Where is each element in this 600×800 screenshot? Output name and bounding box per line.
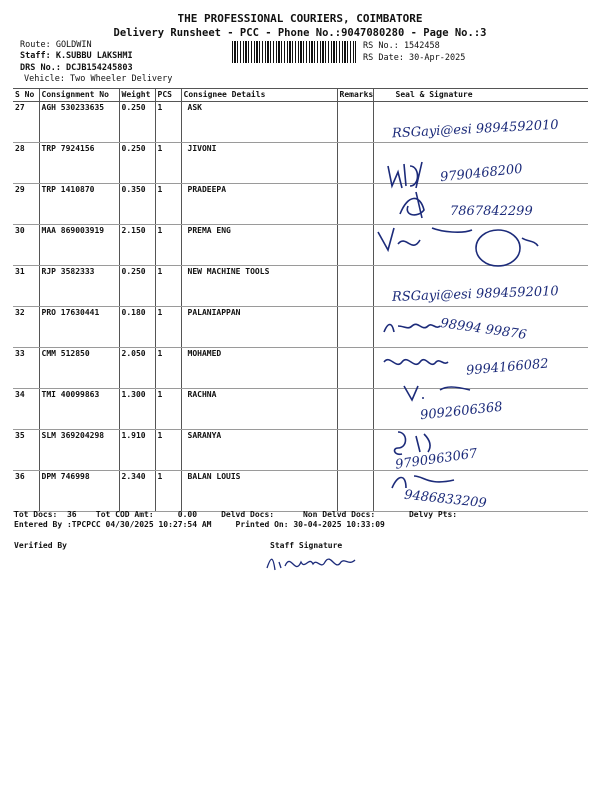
sno-cell: 27 (13, 102, 39, 143)
signature-scribble (400, 382, 480, 402)
pcs-cell: 1 (155, 430, 181, 471)
staff-signature-label: Staff Signature (270, 541, 343, 550)
staff-label: Staff: K.SUBBU LAKSHMI (20, 51, 133, 61)
consignment-cell: SLM 369204298 (39, 430, 119, 471)
consignment-cell: PRO 17630441 (39, 307, 119, 348)
weight-cell: 2.150 (119, 225, 155, 266)
pcs-cell: 1 (155, 348, 181, 389)
pcs-cell: 1 (155, 389, 181, 430)
pcs-cell: 1 (155, 102, 181, 143)
pcs-cell: 1 (155, 307, 181, 348)
sno-cell: 36 (13, 471, 39, 512)
table-header (13, 89, 588, 102)
remarks-cell (337, 307, 373, 348)
weight-cell: 0.350 (119, 184, 155, 225)
route-label: Route: GOLDWIN (20, 40, 92, 50)
weight-cell: 1.300 (119, 389, 155, 430)
entered-line: Entered By :TPCPCC 04/30/2025 10:27:54 AM Printed On: 30-04-2025 10:33:09 (14, 520, 385, 529)
consignment-cell: TRP 1410870 (39, 184, 119, 225)
col-remarks: Remarks (337, 89, 373, 102)
signature-scribble (386, 468, 466, 494)
sno-cell: 30 (13, 225, 39, 266)
handwritten-note: RSGayi@esi 9894592010 (391, 117, 559, 142)
weight-cell: 1.910 (119, 430, 155, 471)
consignment-cell: DPM 746998 (39, 471, 119, 512)
col-sno: S No (13, 89, 39, 102)
remarks-cell (337, 471, 373, 512)
pcs-cell: 1 (155, 184, 181, 225)
weight-cell: 0.250 (119, 266, 155, 307)
pcs-cell: 1 (155, 266, 181, 307)
signature-scribble (392, 428, 452, 456)
remarks-cell (337, 102, 373, 143)
consignment-cell: MAA 869003919 (39, 225, 119, 266)
runsheet-subtitle: Delivery Runsheet - PCC - Phone No.:9047080280 - Page No.:3 (113, 27, 487, 39)
consignee-cell: BALAN LOUIS (181, 471, 337, 512)
staff-signature-image (263, 548, 373, 576)
handwritten-note: RSGayi@esi 9894592010 (391, 284, 559, 305)
consignee-cell: RACHNA (181, 389, 337, 430)
sno-cell: 33 (13, 348, 39, 389)
col-consignee: Consignee Details (181, 89, 337, 102)
consignment-cell: AGH 530233635 (39, 102, 119, 143)
weight-cell: 0.250 (119, 143, 155, 184)
signature-scribble (382, 318, 442, 338)
weight-cell: 2.050 (119, 348, 155, 389)
col-weight: Weight (119, 89, 155, 102)
company-title: THE PROFESSIONAL COURIERS, COIMBATORE (177, 12, 423, 25)
table-row (13, 471, 588, 512)
consignee-cell: ASK (181, 102, 337, 143)
handwritten-note: 9790963067 (394, 446, 479, 473)
col-consignment: Consignment No (39, 89, 119, 102)
sno-cell: 28 (13, 143, 39, 184)
consignment-cell: CMM 512850 (39, 348, 119, 389)
remarks-cell (337, 143, 373, 184)
weight-cell: 0.180 (119, 307, 155, 348)
table-row (13, 430, 588, 471)
pcs-cell: 1 (155, 143, 181, 184)
remarks-cell (337, 184, 373, 225)
remarks-cell (337, 389, 373, 430)
col-pcs: PCS (155, 89, 181, 102)
consignee-cell: SARANYA (181, 430, 337, 471)
consignment-cell: TRP 7924156 (39, 143, 119, 184)
sno-cell: 32 (13, 307, 39, 348)
pcs-cell: 1 (155, 225, 181, 266)
remarks-cell (337, 266, 373, 307)
handwritten-note: 9486833209 (403, 487, 488, 512)
rs-date: RS Date: 30-Apr-2025 (363, 53, 466, 63)
weight-cell: 0.250 (119, 102, 155, 143)
consignment-cell: TMI 40099863 (39, 389, 119, 430)
pcs-cell: 1 (155, 471, 181, 512)
handwritten-note: 9092606368 (419, 399, 504, 424)
signature-scribble (466, 228, 546, 268)
remarks-cell (337, 225, 373, 266)
rs-number: RS No.: 1542458 (363, 41, 440, 51)
totals-line: Tot Docs: 36 Tot COD Amt: 0.00 Delvd Docs: Non Delvd Docs: Delvy Pts: (14, 510, 458, 519)
handwritten-note: 9790468200 (439, 161, 524, 186)
weight-cell: 2.340 (119, 471, 155, 512)
drs-label: DRS No.: DCJB154245803 (20, 63, 133, 73)
vehicle-label: Vehicle: Two Wheeler Delivery (24, 74, 173, 84)
remarks-cell (337, 430, 373, 471)
sno-cell: 35 (13, 430, 39, 471)
consignee-cell: PRADEEPA (181, 184, 337, 225)
handwritten-note: 98994 99876 (439, 316, 528, 343)
consignee-cell: JIVONI (181, 143, 337, 184)
remarks-cell (337, 348, 373, 389)
handwritten-note: 7867842299 (450, 204, 533, 219)
consignee-cell: PALANIAPPAN (181, 307, 337, 348)
verified-by: Verified By (14, 541, 67, 550)
sno-cell: 29 (13, 184, 39, 225)
handwritten-note: 9994166082 (465, 356, 550, 379)
consignee-cell: NEW MACHINE TOOLS (181, 266, 337, 307)
signature-scribble (382, 350, 462, 374)
consignment-cell: RJP 3582333 (39, 266, 119, 307)
sno-cell: 31 (13, 266, 39, 307)
barcode (232, 41, 356, 63)
signature-scribble (396, 190, 436, 220)
consignee-cell: PREMA ENG (181, 225, 337, 266)
signature-scribble (382, 160, 442, 190)
sno-cell: 34 (13, 389, 39, 430)
consignee-cell: MOHAMED (181, 348, 337, 389)
col-seal-signature: Seal & Signature (373, 89, 588, 102)
